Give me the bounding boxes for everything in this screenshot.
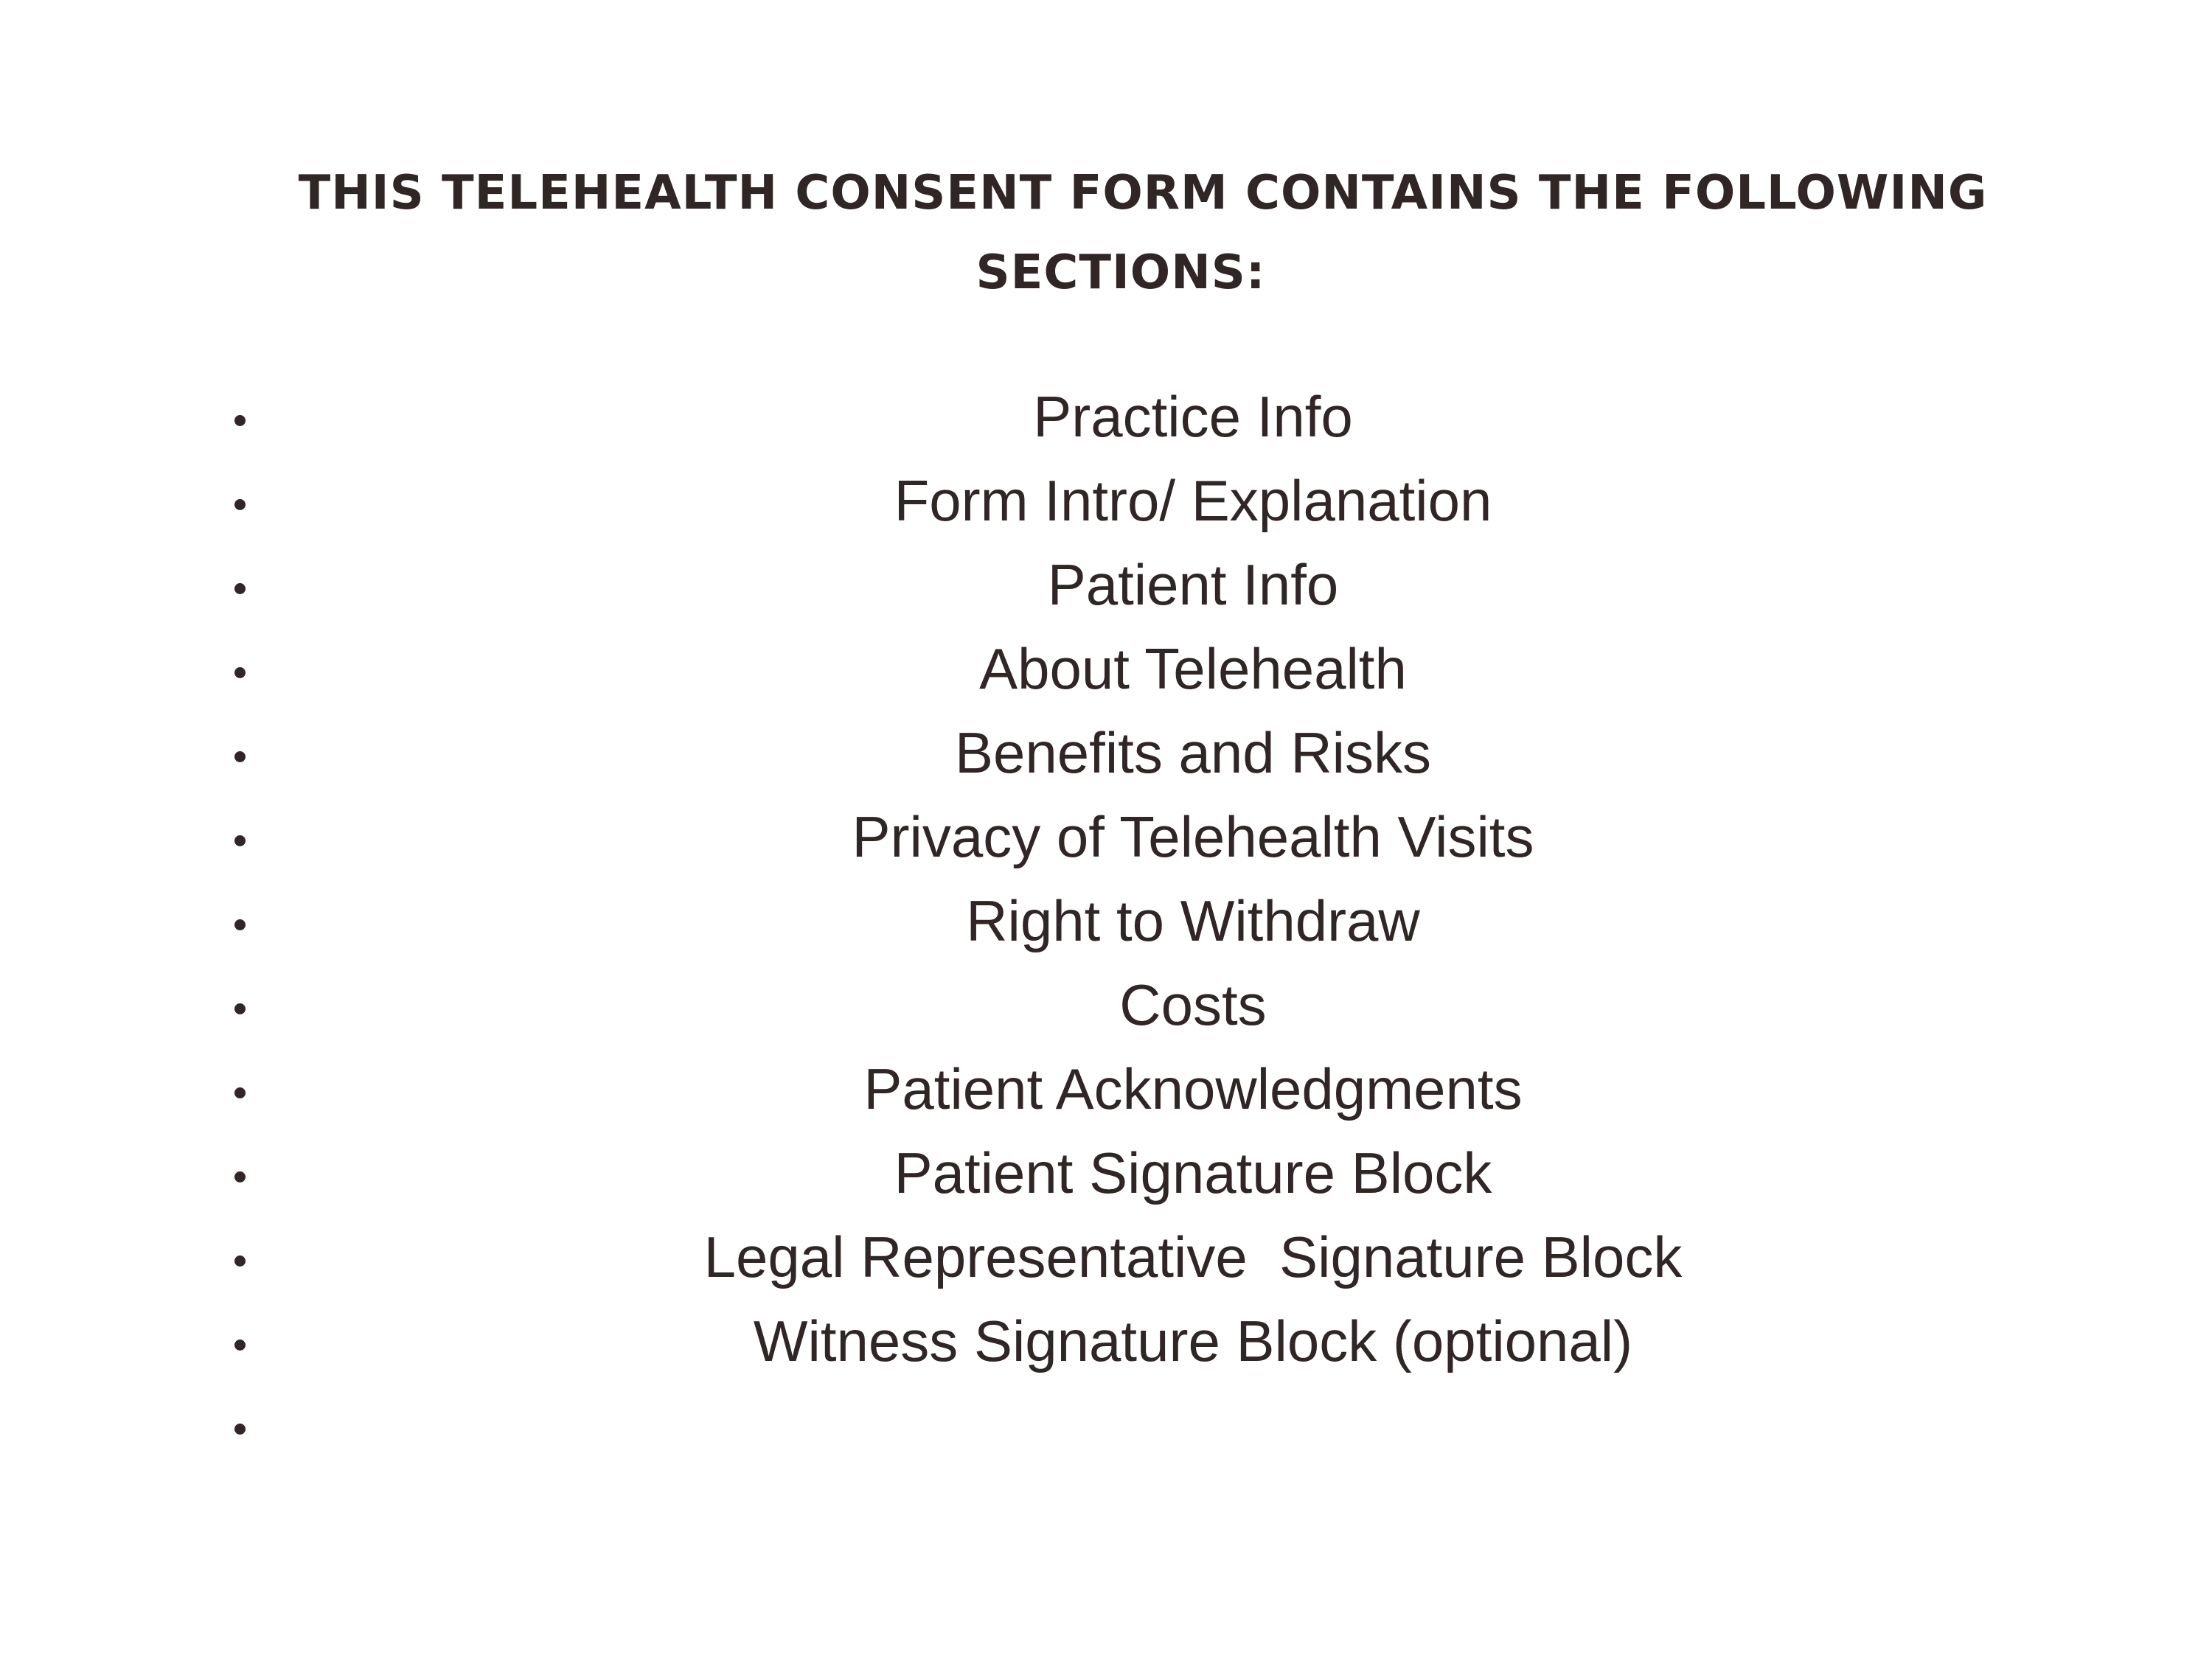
list-item bbox=[0, 795, 2212, 879]
list-item bbox=[0, 879, 2212, 963]
section-label: Practice Info bbox=[1033, 384, 1353, 449]
bullet-icon bbox=[234, 1087, 246, 1098]
heading-line-1: THIS TELEHEALTH CONSENT FORM CONTAINS THE FOLLOWING bbox=[298, 166, 1988, 220]
section-label: Privacy of Telehealth Visits bbox=[852, 804, 1534, 869]
bullet-icon bbox=[234, 499, 246, 510]
bullet-icon bbox=[234, 1424, 246, 1435]
section-label: Patient Info bbox=[1047, 552, 1339, 617]
form-sections-heading bbox=[0, 153, 2212, 313]
list-item bbox=[0, 627, 2212, 711]
bullet-icon bbox=[234, 667, 246, 678]
section-label: Legal Representative Signature Block bbox=[703, 1225, 1683, 1289]
section-label: Patient Acknowledgments bbox=[863, 1056, 1523, 1121]
bullet-icon bbox=[234, 1003, 246, 1014]
section-label: Patient Signature Block bbox=[894, 1140, 1492, 1205]
bullet-icon bbox=[234, 1340, 246, 1351]
list-item bbox=[0, 963, 2212, 1047]
bullet-icon bbox=[234, 1171, 246, 1182]
list-item bbox=[0, 1131, 2212, 1215]
heading-line-2: SECTIONS: bbox=[975, 245, 1266, 300]
list-item-empty bbox=[0, 1383, 2212, 1467]
list-item bbox=[0, 1047, 2212, 1131]
list-item bbox=[0, 1299, 2212, 1383]
section-label: Right to Withdraw bbox=[966, 888, 1420, 953]
list-item bbox=[0, 711, 2212, 795]
section-label: Witness Signature Block (optional) bbox=[753, 1309, 1633, 1373]
section-label: Costs bbox=[1119, 972, 1267, 1037]
bullet-icon bbox=[234, 583, 246, 594]
sections-list bbox=[0, 375, 2212, 1467]
list-item bbox=[0, 1215, 2212, 1299]
bullet-icon bbox=[234, 835, 246, 846]
bullet-icon bbox=[234, 751, 246, 762]
section-label: Benefits and Risks bbox=[955, 720, 1431, 785]
list-item bbox=[0, 459, 2212, 543]
bullet-icon bbox=[234, 415, 246, 426]
section-label: Form Intro/ Explanation bbox=[894, 468, 1492, 533]
list-item bbox=[0, 543, 2212, 627]
bullet-icon bbox=[234, 1255, 246, 1267]
bullet-icon bbox=[234, 919, 246, 930]
list-item bbox=[0, 375, 2212, 459]
section-label: About Telehealth bbox=[979, 636, 1407, 701]
